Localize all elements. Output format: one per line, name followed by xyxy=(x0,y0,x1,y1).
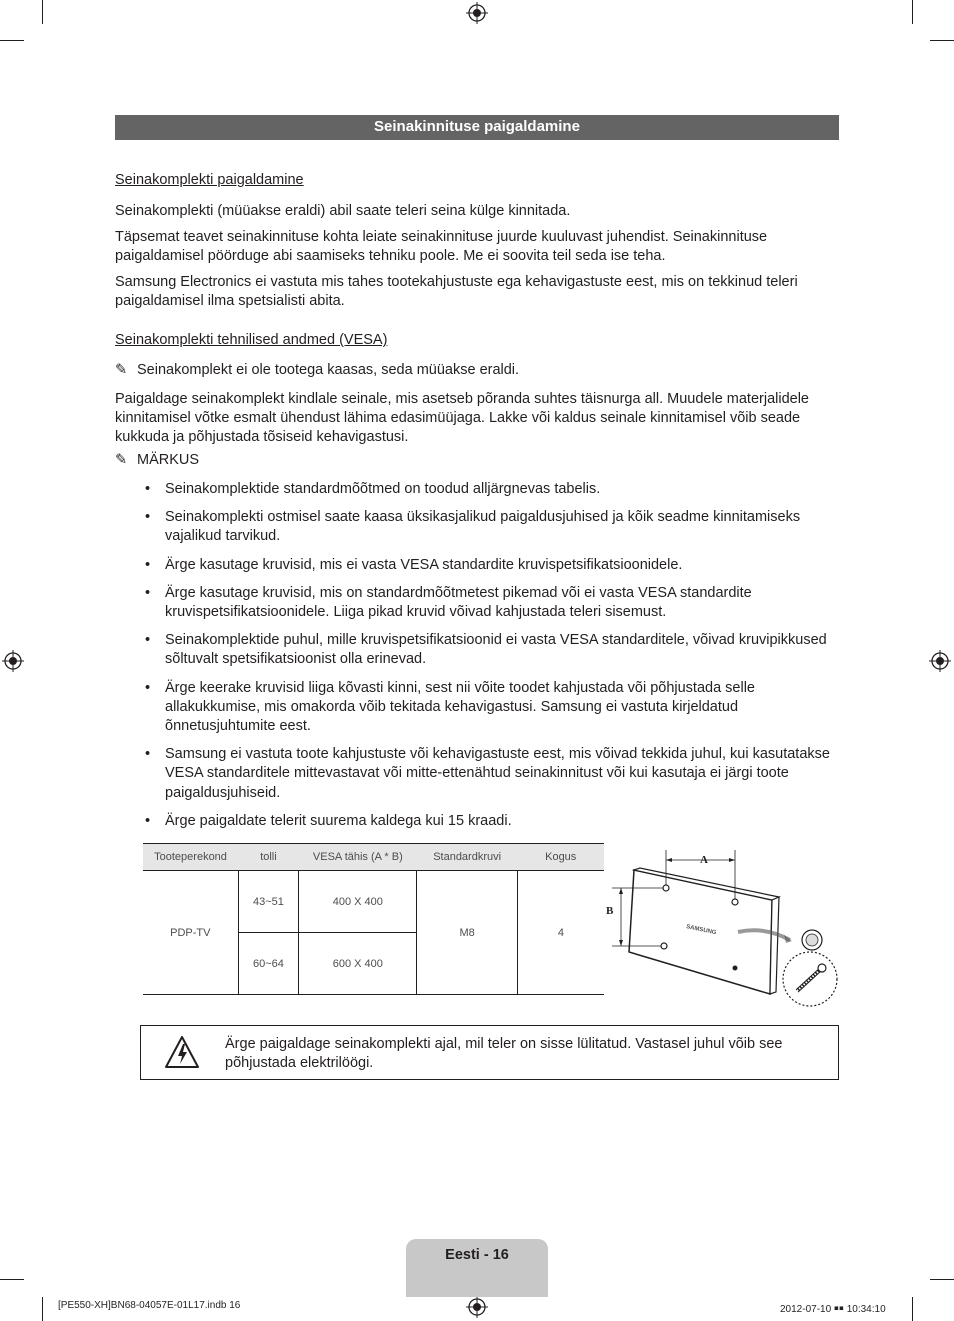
registration-mark-icon xyxy=(466,2,488,24)
crop-mark xyxy=(0,1279,24,1280)
pencil-note-icon: ✎ xyxy=(115,362,128,378)
crop-mark xyxy=(912,0,913,24)
vesa-spec-table xyxy=(143,843,604,995)
crop-mark xyxy=(930,1279,954,1280)
bullet-list xyxy=(145,480,845,831)
paragraph: Samsung Electronics ei vastuta mis tahes tootekahjustuste ega kehavigastuste eest, mis on tekkinud teleri paigaldamisel ilma spetsialisti abita. xyxy=(115,274,798,310)
column-header: tolli xyxy=(238,844,299,871)
crop-mark xyxy=(42,1297,43,1321)
list-item: • Seinakomplektide standardmõõtmed on toodud alljärgnevas tabelis. xyxy=(145,480,845,499)
column-header: Kogus xyxy=(517,844,604,871)
registration-mark-icon xyxy=(466,1296,488,1318)
crop-mark xyxy=(42,0,43,24)
crop-mark xyxy=(912,1297,913,1321)
footer-timestamp: 2012-07-10 ￭￭ 10:34:10 xyxy=(780,1304,886,1315)
tv-wall-mount-diagram xyxy=(604,842,844,1012)
table-cell-vesa: 400 X 400 xyxy=(299,871,417,933)
crop-mark xyxy=(0,40,24,41)
note-text: Seinakomplekt ei ole tootega kaasas, seda müüakse eraldi. xyxy=(137,362,520,378)
warning-text: Ärge paigaldage seinakomplekti ajal, mil teler on sisse lülitatud. Vastasel juhul võib see põhjustada elektrilöögi. xyxy=(225,1036,783,1071)
warning-box xyxy=(140,1025,839,1080)
table-cell-vesa: 600 X 400 xyxy=(299,933,417,995)
electric-shock-warning-icon xyxy=(164,1035,200,1069)
list-item: • Seinakomplekti ostmisel saate kaasa üksikasjalikud paigaldusjuhised ja kõik seadme kinnitamiseks vajalikud tarvikud. xyxy=(145,508,845,546)
list-item: • Ärge paigaldate telerit suurema kaldega kui 15 kraadi. xyxy=(145,812,845,831)
list-item: • Ärge keerake kruvisid liiga kõvasti kinni, sest nii võite toodet kahjustada või põhjustada selle allakukkumise, mis omakorda võib tekitada kehavigastusi. Samsung ei vastuta kirjeldatud õnnetusjuhtumite eest. xyxy=(145,679,845,737)
list-item: • Samsung ei vastuta toote kahjustuste või kehavigastuste eest, mis võivad tekkida juhul, kui kasutatakse VESA standarditele mittevastavat või mitte-ettenähtud seinakinnitust või kui kasutaja ei järgi toote paigaldusjuhiseid. xyxy=(145,745,845,803)
note-heading-text: MÄRKUS xyxy=(137,452,200,468)
page-number-tab xyxy=(406,1239,548,1297)
note xyxy=(115,361,519,380)
table-cell-size: 43~51 xyxy=(238,871,299,933)
table-row xyxy=(143,871,604,933)
registration-mark-icon xyxy=(2,650,24,672)
paragraph: Täpsemat teavet seinakinnituse kohta leiate seinakinnituse juurde kuuluvast juhendist. Seinakinnituse paigaldamisel pöörduge abi saamiseks tehniku poole. Me ei soovita teil seda ise teha. xyxy=(115,229,768,265)
paragraph: Seinakomplekti (müüakse eraldi) abil saate teleri seina külge kinnitada. xyxy=(115,203,571,219)
dimension-label-b: B xyxy=(606,905,614,917)
section-title: Seinakinnituse paigaldamine xyxy=(115,115,839,140)
paragraph: Paigaldage seinakomplekt kindlale seinale, mis asetseb põranda suhtes täisnurga all. Muudele materjalidele kinnitamisel võtke esmalt ühendust lähima edasimüüjaga. Lakke või kaldus seinale kinnitamisel võib seade kukkuda ja põhjustada tõsiseid kehavigastusi. xyxy=(115,391,809,446)
page-number: Eesti - 16 xyxy=(445,1247,509,1263)
subheading-vesa: Seinakomplekti tehnilised andmed (VESA) xyxy=(115,332,388,348)
crop-mark xyxy=(930,40,954,41)
list-item: • Ärge kasutage kruvisid, mis on standardmõõtmetest pikemad või ei vasta VESA standardite kruvispetsifikatsioonidele. Liiga pikad kruvid võivad kahjustada teleri sisemust. xyxy=(145,584,845,622)
column-header: Tooteperekond xyxy=(143,844,238,871)
footer-file-info: [PE550-XH]BN68-04057E-01L17.indb 16 xyxy=(58,1300,241,1311)
dimension-label-a: A xyxy=(700,854,708,866)
column-header: Standardkruvi xyxy=(417,844,518,871)
pencil-note-icon: ✎ xyxy=(115,452,128,468)
table-cell-qty: 4 xyxy=(517,871,604,995)
note-heading xyxy=(115,451,199,470)
table-cell-family: PDP-TV xyxy=(143,871,238,995)
column-header: VESA tähis (A * B) xyxy=(299,844,417,871)
table-header-row xyxy=(143,844,604,871)
list-item: • Ärge kasutage kruvisid, mis ei vasta VESA standardite kruvispetsifikatsioonidele. xyxy=(145,556,845,575)
table-cell-screw: M8 xyxy=(417,871,518,995)
list-item: • Seinakomplektide puhul, mille kruvispetsifikatsioonid ei vasta VESA standarditele, võivad kruvipikkused sõltuvalt spetsifikatsioonist olla erinevad. xyxy=(145,631,845,669)
table-cell-size: 60~64 xyxy=(238,933,299,995)
subheading-installation: Seinakomplekti paigaldamine xyxy=(115,172,304,188)
samsung-logo: SAMSUNG xyxy=(685,924,717,937)
registration-mark-icon xyxy=(929,650,951,672)
